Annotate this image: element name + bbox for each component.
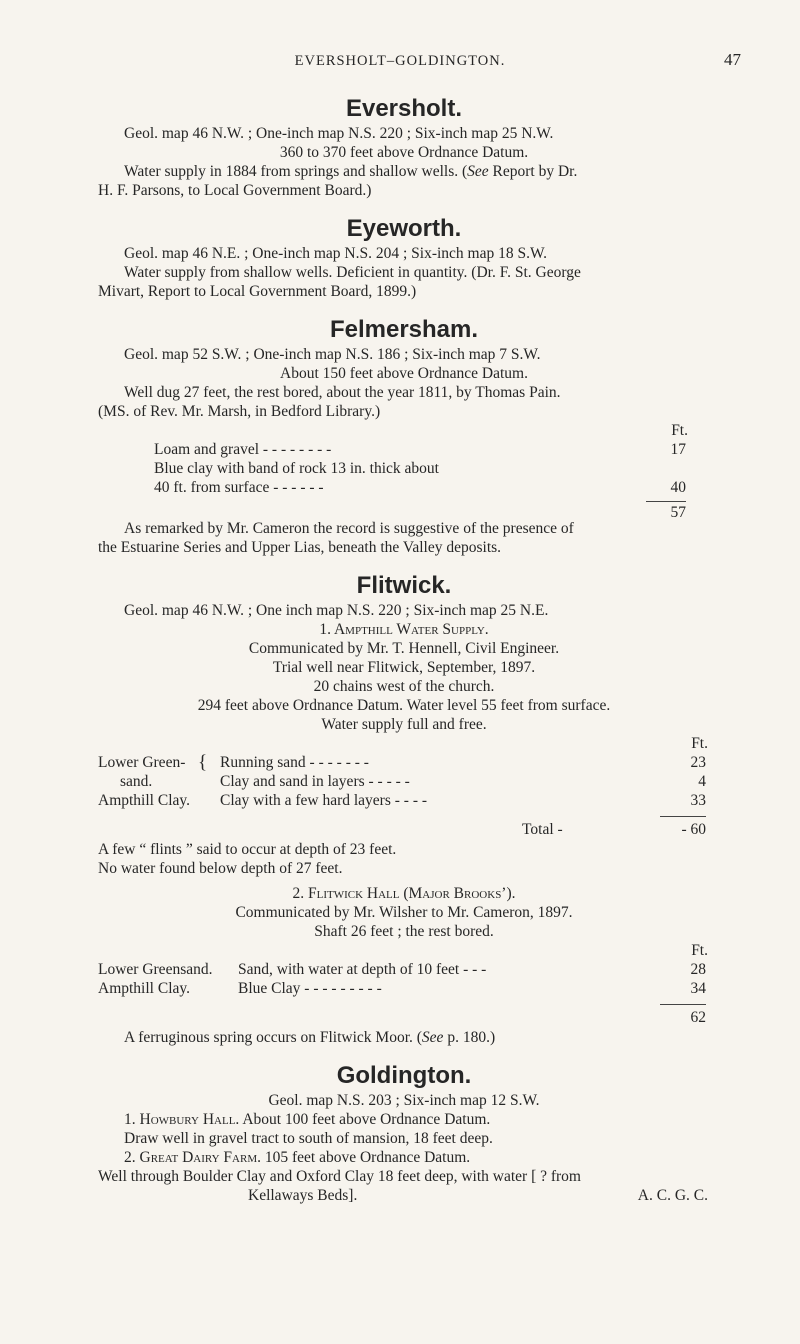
table-row <box>98 979 710 998</box>
goldington-item-2-detail: Well through Boulder Clay and Oxford Clay 18 feet deep, with water [ ? from <box>98 1168 581 1185</box>
text: Water supply in 1884 from springs and shallow wells. ( <box>124 163 468 180</box>
flitwick-subsection-2-heading: 2. Flitwick Hall (Major Brooks’). <box>292 885 516 902</box>
flitwick-s1-unit-row <box>98 734 710 753</box>
thickness-value: 4 <box>698 773 706 790</box>
felmersham-altitude: About 150 feet above Ordnance Datum. <box>280 365 528 382</box>
table-row <box>98 478 710 497</box>
total-row <box>98 497 710 519</box>
divider <box>660 816 706 817</box>
total-row <box>98 810 710 840</box>
stratum-text: 40 ft. from surface - - - - - - <box>154 479 324 496</box>
flitwick-s2-line: Shaft 26 feet ; the rest bored. <box>314 923 494 940</box>
table-row <box>98 440 710 459</box>
text: Report by Dr. <box>488 163 578 180</box>
table-row <box>98 960 710 979</box>
flitwick-s1-note: A few “ flints ” said to occur at depth of 23 feet. <box>98 841 397 858</box>
eversholt-water-cont: H. F. Parsons, to Local Government Board.) <box>98 182 372 199</box>
flitwick-s1-line: 294 feet above Ordnance Datum. Water level 55 feet from surface. <box>197 697 611 714</box>
brace: { <box>198 752 208 773</box>
eyeworth-water-cont: Mivart, Report to Local Government Board, 1899.) <box>98 283 417 300</box>
place-name: Howbury Hall. <box>139 1111 240 1128</box>
strata-group-label: Lower Green- <box>98 754 186 771</box>
thickness-value: 40 <box>670 479 686 496</box>
thickness-value: 34 <box>690 980 706 997</box>
section-title-eversholt: Eversholt. <box>345 95 463 122</box>
text: p. 180.) <box>443 1029 496 1046</box>
text: 105 feet above Ordnance Datum. <box>260 1149 471 1166</box>
running-title: EVERSHOLT–GOLDINGTON. <box>294 53 506 69</box>
table-row <box>98 753 710 772</box>
section-title-goldington: Goldington. <box>336 1062 472 1089</box>
total-label: Total - <box>522 821 563 838</box>
stratum-text: Sand, with water at depth of 10 feet - - - <box>238 961 487 978</box>
flitwick-maps: Geol. map 46 N.W. ; One inch map N.S. 220 ; Six-inch map 25 N.E. <box>124 602 549 619</box>
thickness-value: 23 <box>690 754 706 771</box>
strata-group-label: Ampthill Clay. <box>98 792 190 809</box>
strata-group-label: sand. <box>120 773 153 790</box>
strata-group-label: Lower Greensand. <box>98 961 213 978</box>
section-title-eyeworth: Eyeworth. <box>346 215 462 242</box>
flitwick-subsection-1-heading: 1. Ampthill Water Supply. <box>319 621 489 638</box>
goldington-item-1-detail: Draw well in gravel tract to south of mansion, 18 feet deep. <box>124 1130 493 1147</box>
goldington-item-2 <box>98 1148 710 1167</box>
text: 2. <box>124 1149 140 1166</box>
flitwick-s1-line: Communicated by Mr. T. Hennell, Civil Engineer. <box>248 640 560 657</box>
thickness-value: 28 <box>690 961 706 978</box>
stratum-text: Loam and gravel - - - - - - - - <box>154 441 332 458</box>
stratum-text: Blue Clay - - - - - - - - - <box>238 980 382 997</box>
unit-label: Ft. <box>691 735 708 752</box>
place-name: Great Dairy Farm. <box>139 1149 261 1166</box>
total-row <box>98 998 710 1028</box>
felmersham-maps: Geol. map 52 S.W. ; One-inch map N.S. 186 ; Six-inch map 7 S.W. <box>124 346 541 363</box>
table-row <box>98 772 710 791</box>
text: A ferruginous spring occurs on Flitwick Moor. ( <box>124 1029 422 1046</box>
stratum-text: Blue clay with band of rock 13 in. thick about <box>154 460 439 477</box>
total-value: - 60 <box>681 821 706 838</box>
eyeworth-water: Water supply from shallow wells. Deficient in quantity. (Dr. F. St. George <box>124 264 581 281</box>
flitwick-s1-line: Water supply full and free. <box>321 716 487 733</box>
unit-label: Ft. <box>691 942 708 959</box>
goldington-last-row <box>98 1186 710 1205</box>
page-content <box>98 94 710 1205</box>
table-row <box>98 791 710 810</box>
see-ref: See <box>467 163 489 180</box>
author-initials: A. C. G. C. <box>637 1187 708 1204</box>
goldington-item-1 <box>98 1110 710 1129</box>
eyeworth-maps: Geol. map 46 N.E. ; One-inch map N.S. 204 ; Six-inch map 18 S.W. <box>124 245 548 262</box>
eversholt-water <box>98 162 710 181</box>
flitwick-s2-unit-row <box>98 941 710 960</box>
text: About 100 feet above Ordnance Datum. <box>239 1111 491 1128</box>
table-row <box>98 459 710 478</box>
eversholt-altitude: 360 to 370 feet above Ordnance Datum. <box>279 144 529 161</box>
strata-group-label: Ampthill Clay. <box>98 980 190 997</box>
stratum-text: Clay and sand in layers - - - - - <box>220 773 410 790</box>
divider <box>646 501 686 502</box>
goldington-item-2-detail-cont: Kellaways Beds]. <box>248 1187 358 1204</box>
stratum-text: Clay with a few hard layers - - - - <box>220 792 428 809</box>
felmersham-unit-row <box>98 421 710 440</box>
goldington-maps: Geol. map N.S. 203 ; Six-inch map 12 S.W. <box>268 1092 540 1109</box>
section-title-flitwick: Flitwick. <box>356 572 452 599</box>
stratum-text: Running sand - - - - - - - <box>220 754 369 771</box>
total-value: 62 <box>690 1009 706 1026</box>
felmersham-well: Well dug 27 feet, the rest bored, about the year 1811, by Thomas Pain. <box>124 384 561 401</box>
thickness-value: 17 <box>670 441 686 458</box>
flitwick-s1-line: 20 chains west of the church. <box>313 678 495 695</box>
flitwick-s1-line: Trial well near Flitwick, September, 1897. <box>272 659 536 676</box>
flitwick-s2-line: Communicated by Mr. Wilsher to Mr. Cameron, 1897. <box>235 904 573 921</box>
unit-label: Ft. <box>671 422 688 439</box>
eversholt-maps: Geol. map 46 N.W. ; One-inch map N.S. 220 ; Six-inch map 25 N.W. <box>124 125 554 142</box>
felmersham-well-cont: (MS. of Rev. Mr. Marsh, in Bedford Library.) <box>98 403 381 420</box>
divider <box>660 1004 706 1005</box>
felmersham-remark-cont: the Estuarine Series and Upper Lias, beneath the Valley deposits. <box>98 539 502 556</box>
text: 1. <box>124 1111 140 1128</box>
thickness-value: 33 <box>690 792 706 809</box>
total-value: 57 <box>670 504 686 521</box>
flitwick-spring <box>98 1028 710 1047</box>
flitwick-s1-note: No water found below depth of 27 feet. <box>98 860 343 877</box>
see-ref: See <box>421 1029 444 1046</box>
page-number: 47 <box>724 50 741 69</box>
felmersham-remark: As remarked by Mr. Cameron the record is suggestive of the presence of <box>124 520 574 537</box>
section-title-felmersham: Felmersham. <box>329 316 479 343</box>
